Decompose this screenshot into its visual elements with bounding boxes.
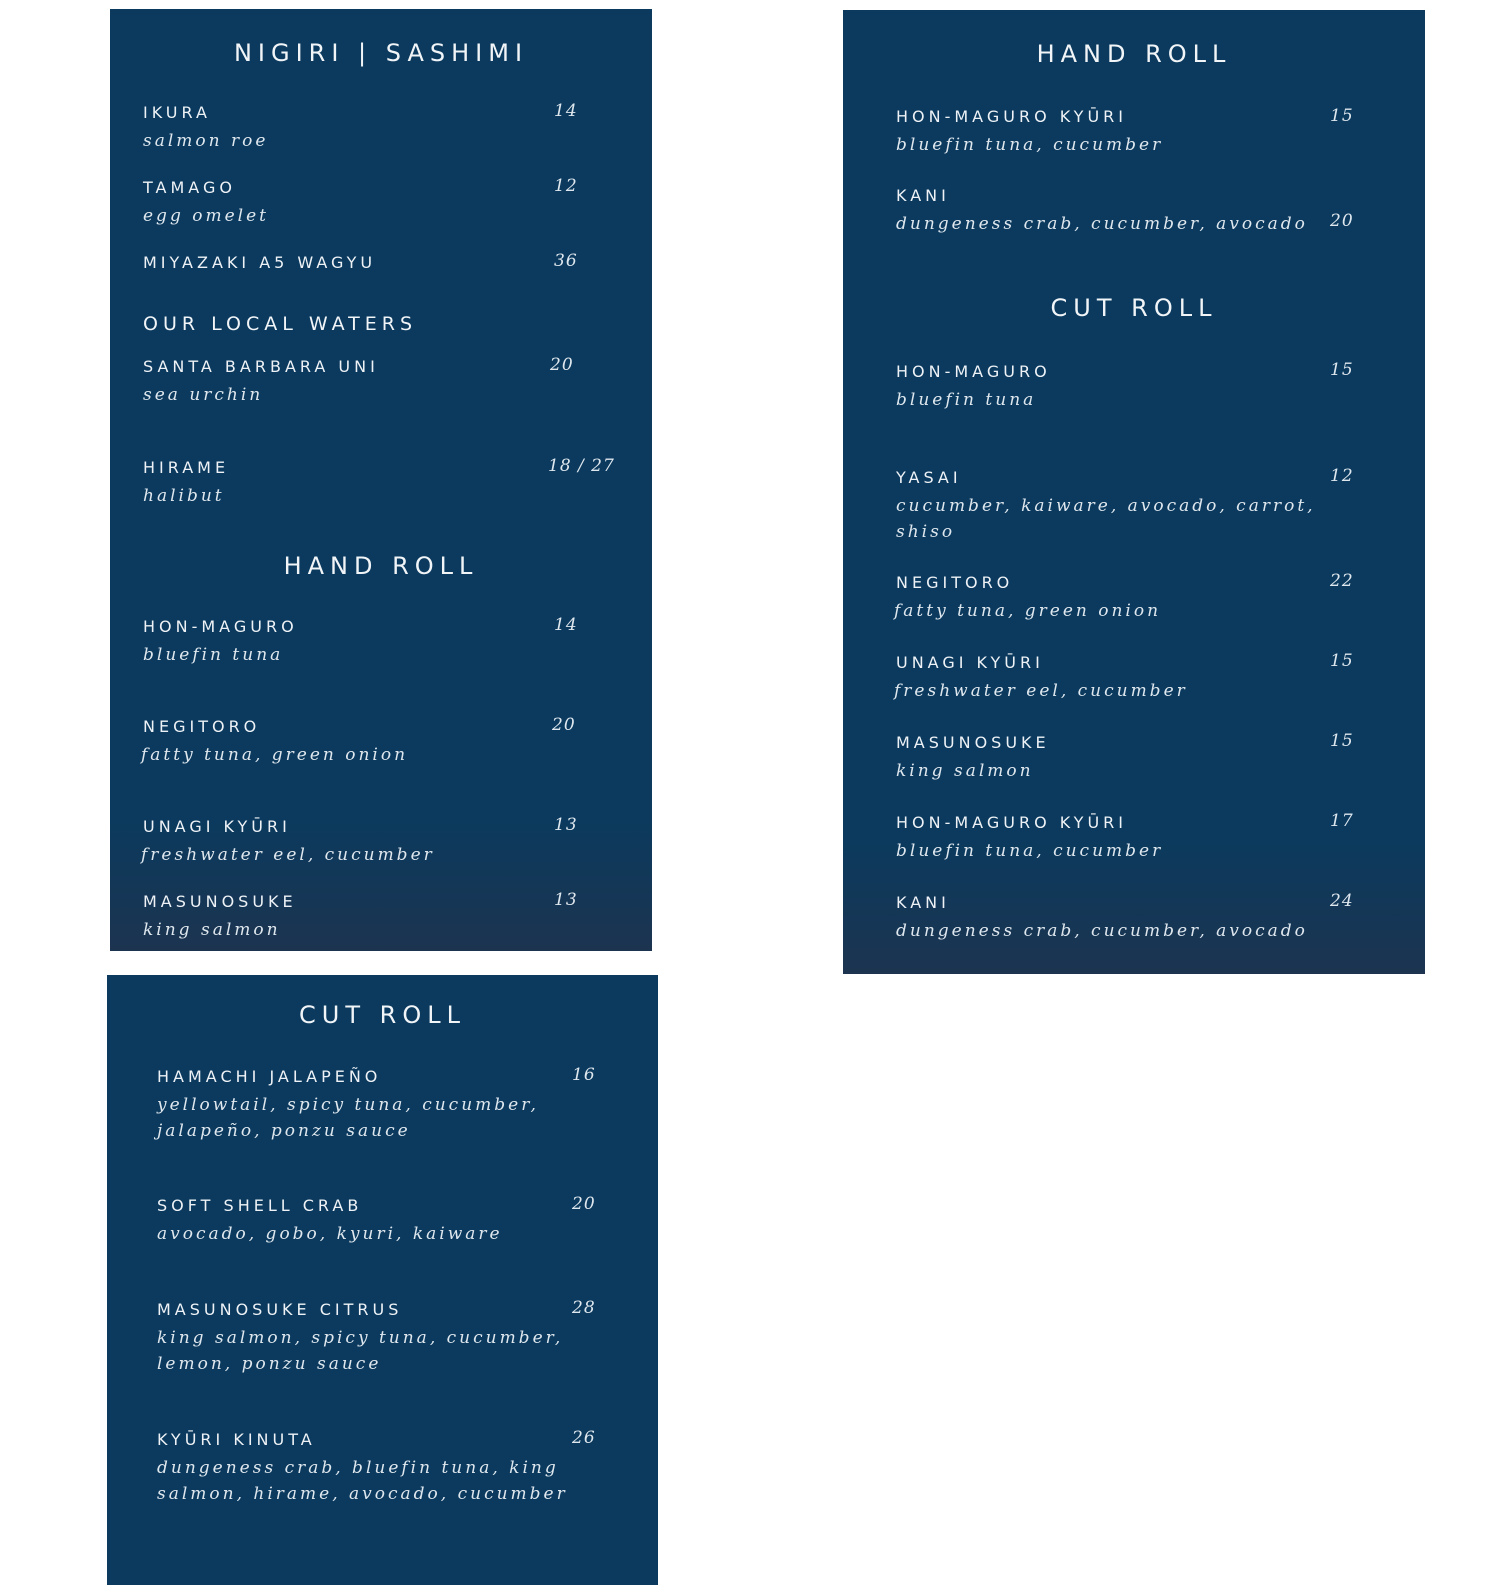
item-name: SOFT SHELL CRAB — [157, 1196, 363, 1215]
item-description-line2: lemon, ponzu sauce — [157, 1354, 382, 1374]
item-name: SANTA BARBARA UNI — [143, 357, 379, 376]
menu-item — [894, 573, 1161, 624]
item-description: egg omelet — [143, 206, 269, 226]
item-name: HON-MAGURO — [896, 362, 1051, 381]
menu-item — [143, 357, 379, 408]
item-description: dungeness crab, cucumber, avocado — [896, 921, 1308, 941]
item-description: freshwater eel, cucumber — [894, 681, 1188, 701]
item-price: 13 — [554, 815, 578, 835]
item-price: 20 — [550, 355, 574, 375]
item-name: YASAI — [896, 468, 962, 487]
menu-item — [896, 107, 1163, 158]
item-description: bluefin tuna, cucumber — [896, 135, 1164, 155]
item-price: 20 — [552, 715, 576, 735]
menu-item — [896, 362, 1051, 413]
menu-item — [143, 458, 229, 509]
item-name: MIYAZAKI A5 WAGYU — [143, 253, 377, 272]
item-price: 14 — [554, 101, 578, 121]
item-name: KANI — [896, 186, 950, 205]
item-description: king salmon — [896, 761, 1034, 781]
item-description: sea urchin — [143, 385, 264, 405]
menu-item — [143, 253, 376, 272]
item-price: 15 — [1330, 360, 1354, 380]
item-description: avocado, gobo, kyuri, kaiware — [157, 1224, 503, 1244]
item-price: 20 — [572, 1194, 596, 1214]
item-name: NEGITORO — [143, 717, 261, 736]
item-name: KANI — [896, 893, 950, 912]
item-price: 12 — [1330, 466, 1354, 486]
item-price: 17 — [1330, 811, 1354, 831]
menu-item — [157, 1067, 539, 1144]
section-heading-local-waters: OUR LOCAL WATERS — [143, 313, 417, 335]
item-price: 15 — [1330, 731, 1354, 751]
item-description: king salmon — [143, 920, 281, 940]
item-name: MASUNOSUKE CITRUS — [157, 1300, 403, 1319]
menu-item — [143, 103, 268, 154]
item-name: UNAGI KYŪRI — [143, 817, 291, 836]
menu-item — [896, 733, 1050, 784]
item-name: MASUNOSUKE — [143, 892, 297, 911]
menu-item — [141, 817, 435, 868]
menu-item — [896, 468, 1316, 545]
item-description-line2: salmon, hirame, avocado, cucumber — [157, 1484, 568, 1504]
item-description-line2: jalapeño, ponzu sauce — [157, 1121, 411, 1141]
menu-item — [896, 186, 1308, 237]
item-price: 13 — [554, 890, 578, 910]
section-heading-hand-roll: HAND ROLL — [1036, 40, 1232, 68]
item-price: 15 — [1330, 651, 1354, 671]
menu-card-rolls — [843, 10, 1425, 974]
item-name: KYŪRI KINUTA — [157, 1430, 316, 1449]
item-description: dungeness crab, bluefin tuna, king — [157, 1458, 559, 1478]
item-description: bluefin tuna, cucumber — [896, 841, 1164, 861]
item-name: IKURA — [143, 103, 211, 122]
item-description: bluefin tuna — [143, 645, 284, 665]
item-name: NEGITORO — [896, 573, 1014, 592]
item-name: HIRAME — [143, 458, 230, 477]
item-name: HON-MAGURO KYŪRI — [896, 107, 1127, 126]
item-description: dungeness crab, cucumber, avocado — [896, 214, 1308, 234]
item-name: UNAGI KYŪRI — [896, 653, 1044, 672]
item-description: halibut — [143, 486, 225, 506]
section-heading-cut-roll: CUT ROLL — [1050, 294, 1218, 322]
item-name: HON-MAGURO KYŪRI — [896, 813, 1127, 832]
item-price: 28 — [572, 1298, 596, 1318]
item-description: fatty tuna, green onion — [894, 601, 1162, 621]
menu-item — [157, 1300, 563, 1377]
item-description: bluefin tuna — [896, 390, 1037, 410]
item-description: king salmon, spicy tuna, cucumber, — [157, 1328, 564, 1348]
item-price: 24 — [1330, 891, 1354, 911]
item-price: 26 — [572, 1428, 596, 1448]
menu-item — [143, 178, 269, 229]
item-price: 14 — [554, 615, 578, 635]
item-price: 12 — [554, 176, 578, 196]
item-description: yellowtail, spicy tuna, cucumber, — [157, 1095, 539, 1115]
menu-item — [896, 813, 1163, 864]
menu-item — [141, 717, 408, 768]
section-heading-hand-roll: HAND ROLL — [283, 552, 479, 580]
menu-item — [894, 653, 1188, 704]
item-name: HAMACHI JALAPEÑO — [157, 1067, 382, 1086]
item-description-line2: shiso — [896, 522, 956, 542]
item-description: fatty tuna, green onion — [141, 745, 409, 765]
menu-item — [896, 893, 1308, 944]
item-price: 36 — [554, 251, 578, 271]
item-description: salmon roe — [143, 131, 269, 151]
menu-card-nigiri-sashimi — [110, 9, 652, 951]
item-price: 16 — [572, 1065, 596, 1085]
item-name: MASUNOSUKE — [896, 733, 1050, 752]
menu-item — [157, 1196, 503, 1247]
section-heading-cut-roll: CUT ROLL — [299, 1001, 466, 1029]
item-price: 15 — [1330, 106, 1354, 126]
item-name: HON-MAGURO — [143, 617, 298, 636]
item-description: freshwater eel, cucumber — [141, 845, 435, 865]
menu-item — [143, 892, 297, 943]
item-name: TAMAGO — [143, 178, 236, 197]
item-description: cucumber, kaiware, avocado, carrot, — [896, 496, 1316, 516]
item-price: 20 — [1330, 211, 1354, 231]
menu-item — [143, 617, 298, 668]
item-price: 22 — [1330, 571, 1354, 591]
menu-card-cut-roll — [107, 975, 658, 1585]
item-price: 18 / 27 — [548, 456, 615, 476]
section-heading-nigiri-sashimi: NIGIRI | SASHIMI — [233, 39, 529, 67]
menu-item — [157, 1430, 568, 1507]
